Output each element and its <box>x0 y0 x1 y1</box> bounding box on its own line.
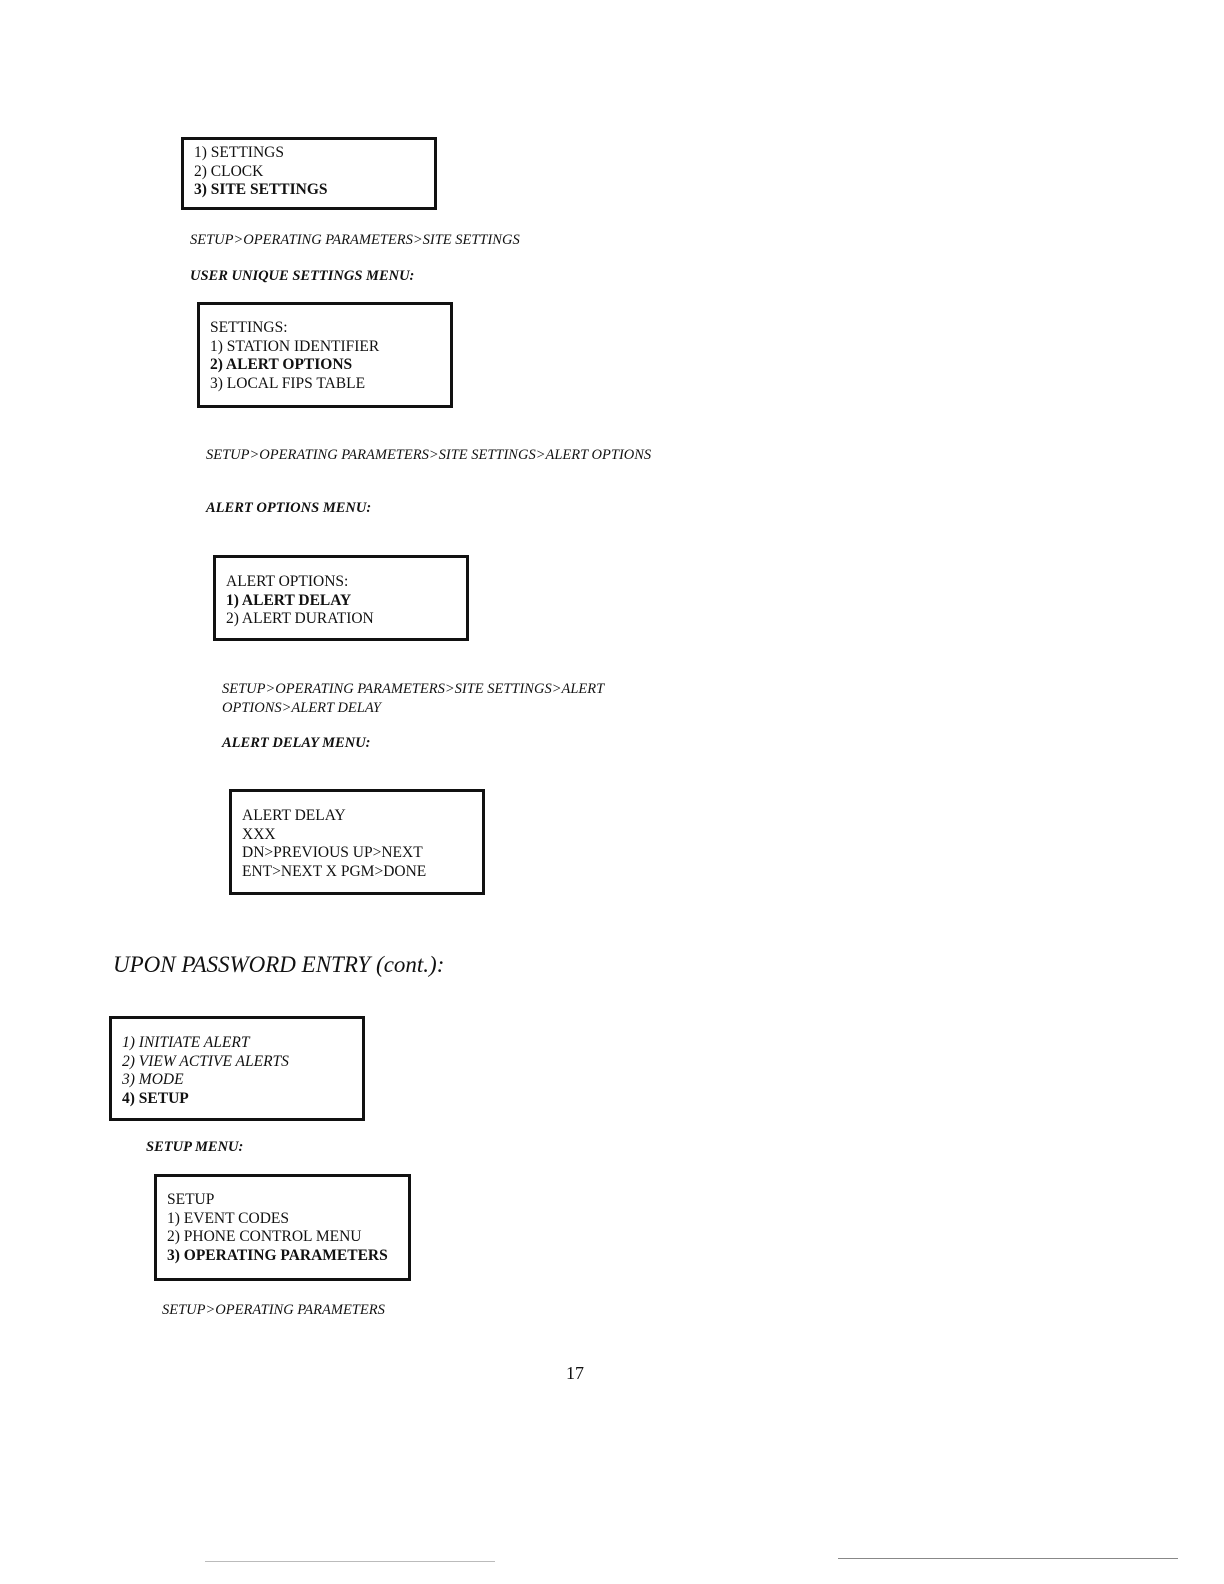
path-alert-delay-line2: OPTIONS>ALERT DELAY <box>222 699 381 716</box>
top-menu-item-site-settings: 3) SITE SETTINGS <box>194 181 328 198</box>
scan-artifact-right <box>838 1558 1178 1559</box>
settings-menu-box <box>197 302 453 408</box>
alert-delay-value: XXX <box>242 825 276 843</box>
top-menu-item-clock: 2) CLOCK <box>194 162 264 180</box>
settings-item-alert-options: 2) ALERT OPTIONS <box>210 356 353 373</box>
settings-item-local-fips-table: 3) LOCAL FIPS TABLE <box>210 374 366 392</box>
settings-item-station-identifier: 1) STATION IDENTIFIER <box>210 337 380 355</box>
alert-delay-menu-box <box>229 789 485 895</box>
main-menu-box <box>109 1016 365 1121</box>
alert-options-item-alert-duration: 2) ALERT DURATION <box>226 610 374 627</box>
alert-options-header: ALERT OPTIONS: <box>226 573 349 590</box>
main-menu-item-setup: 4) SETUP <box>122 1089 189 1107</box>
path-operating-parameters: SETUP>OPERATING PARAMETERS <box>162 1302 385 1318</box>
alert-options-menu-title: ALERT OPTIONS MENU: <box>206 500 372 516</box>
setup-item-operating-parameters: 3) OPERATING PARAMETERS <box>167 1246 388 1264</box>
path-alert-delay <box>222 680 604 717</box>
setup-menu-title: SETUP MENU: <box>146 1139 244 1155</box>
alert-delay-menu-title: ALERT DELAY MENU: <box>222 735 371 751</box>
setup-item-event-codes: 1) EVENT CODES <box>167 1209 289 1227</box>
path-alert-delay-line1: SETUP>OPERATING PARAMETERS>SITE SETTINGS>ALERT <box>222 681 605 697</box>
main-menu-item-view-active-alerts: 2) VIEW ACTIVE ALERTS <box>122 1052 289 1070</box>
section-heading: UPON PASSWORD ENTRY (cont.): <box>113 952 445 977</box>
top-menu-box <box>181 137 437 210</box>
user-unique-settings-title: USER UNIQUE SETTINGS MENU: <box>190 268 415 284</box>
alert-delay-nav-next-done: ENT>NEXT X PGM>DONE <box>242 862 427 880</box>
path-site-settings: SETUP>OPERATING PARAMETERS>SITE SETTINGS <box>190 232 520 248</box>
main-menu-item-mode: 3) MODE <box>122 1071 184 1088</box>
main-menu-item-initiate-alert: 1) INITIATE ALERT <box>122 1034 250 1051</box>
setup-menu-box <box>154 1174 411 1281</box>
alert-delay-nav-prev-next: DN>PREVIOUS UP>NEXT <box>242 844 423 861</box>
path-alert-options: SETUP>OPERATING PARAMETERS>SITE SETTINGS>ALERT OPTIONS <box>206 447 652 463</box>
page-number: 17 <box>566 1363 584 1383</box>
setup-item-phone-control-menu: 2) PHONE CONTROL MENU <box>167 1228 362 1245</box>
settings-menu-header: SETTINGS: <box>210 319 288 336</box>
scan-artifact-left <box>205 1561 495 1562</box>
top-menu-item-settings: 1) SETTINGS <box>194 144 284 161</box>
alert-options-item-alert-delay: 1) ALERT DELAY <box>226 591 352 609</box>
setup-menu-header: SETUP <box>167 1191 215 1208</box>
alert-delay-header: ALERT DELAY <box>242 807 346 824</box>
alert-options-menu-box <box>213 555 469 641</box>
